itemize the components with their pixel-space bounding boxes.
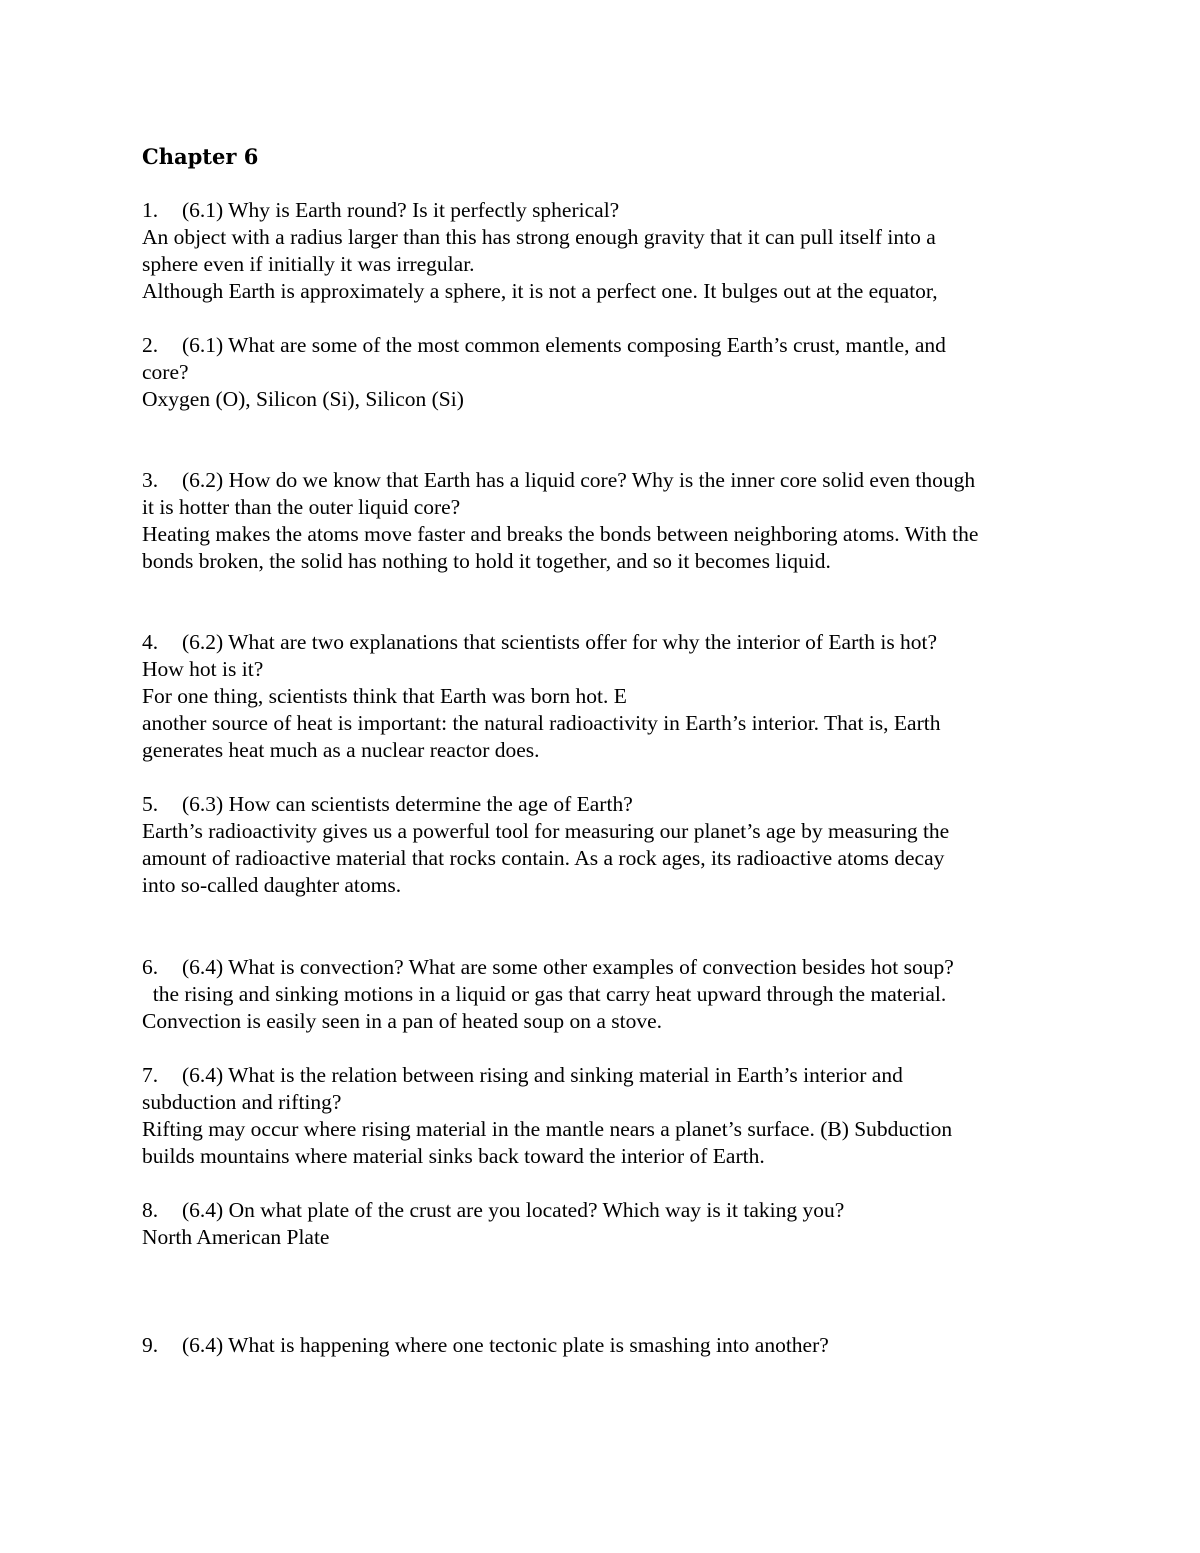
question-text: (6.4) What is the relation between rising and sinking material in Earth’s interior and <box>182 1063 903 1087</box>
answer-line: into so-called daughter atoms. <box>142 873 402 897</box>
question-3 <box>142 467 975 494</box>
answer-line: Earth’s radioactivity gives us a powerful tool for measuring our planet’s age by measuring the <box>142 819 950 843</box>
answer-line: Rifting may occur where rising material in the mantle nears a planet’s surface. (B) Subduction <box>142 1117 953 1141</box>
answer-line: An object with a radius larger than this has strong enough gravity that it can pull itself into a <box>142 225 936 249</box>
question-number: 9. <box>142 1333 159 1357</box>
question-text: (6.4) On what plate of the crust are you located? Which way is it taking you? <box>182 1198 845 1222</box>
answer-line: Although Earth is approximately a sphere, it is not a perfect one. It bulges out at the equator, <box>142 279 938 303</box>
question-9 <box>142 1332 829 1359</box>
question-6 <box>142 954 954 981</box>
question-text-continued: subduction and rifting? <box>142 1090 342 1114</box>
answer-line: amount of radioactive material that rocks contain. As a rock ages, its radioactive atoms decay <box>142 846 945 870</box>
question-text: (6.3) How can scientists determine the age of Earth? <box>182 792 633 816</box>
question-number: 7. <box>142 1063 159 1087</box>
answer-line: sphere even if initially it was irregular. <box>142 252 475 276</box>
answer-line: another source of heat is important: the natural radioactivity in Earth’s interior. That is, Earth <box>142 711 941 735</box>
question-2 <box>142 332 946 359</box>
answer-line: bonds broken, the solid has nothing to hold it together, and so it becomes liquid. <box>142 549 831 573</box>
question-number: 6. <box>142 955 159 979</box>
question-number: 8. <box>142 1198 159 1222</box>
answer-line: For one thing, scientists think that Earth was born hot. E <box>142 684 627 708</box>
question-text: (6.2) What are two explanations that scientists offer for why the interior of Earth is hot? <box>182 630 938 654</box>
answer-line: North American Plate <box>142 1225 330 1249</box>
question-text: (6.4) What is convection? What are some other examples of convection besides hot soup? <box>182 955 954 979</box>
question-text-continued: core? <box>142 360 189 384</box>
question-number: 3. <box>142 468 159 492</box>
question-text: (6.4) What is happening where one tectonic plate is smashing into another? <box>182 1333 829 1357</box>
question-number: 5. <box>142 792 159 816</box>
question-7 <box>142 1062 903 1089</box>
question-1 <box>142 197 619 224</box>
question-text-continued: it is hotter than the outer liquid core? <box>142 495 461 519</box>
question-text: (6.2) How do we know that Earth has a liquid core? Why is the inner core solid even though <box>182 468 976 492</box>
answer-line: Oxygen (O), Silicon (Si), Silicon (Si) <box>142 387 464 411</box>
answer-line: builds mountains where material sinks back toward the interior of Earth. <box>142 1144 765 1168</box>
question-number: 4. <box>142 630 159 654</box>
question-text-continued: How hot is it? <box>142 657 264 681</box>
answer-line: Convection is easily seen in a pan of heated soup on a stove. <box>142 1009 663 1033</box>
question-number: 2. <box>142 333 159 357</box>
question-5 <box>142 791 633 818</box>
question-text: (6.1) Why is Earth round? Is it perfectly spherical? <box>182 198 620 222</box>
answer-line: generates heat much as a nuclear reactor does. <box>142 738 540 762</box>
question-8 <box>142 1197 844 1224</box>
question-4 <box>142 629 937 656</box>
question-number: 1. <box>142 198 159 222</box>
chapter-heading: Chapter 6 <box>142 144 259 169</box>
answer-line: the rising and sinking motions in a liquid or gas that carry heat upward through the material. <box>142 982 947 1006</box>
answer-line: Heating makes the atoms move faster and breaks the bonds between neighboring atoms. With the <box>142 522 979 546</box>
question-text: (6.1) What are some of the most common elements composing Earth’s crust, mantle, and <box>182 333 946 357</box>
